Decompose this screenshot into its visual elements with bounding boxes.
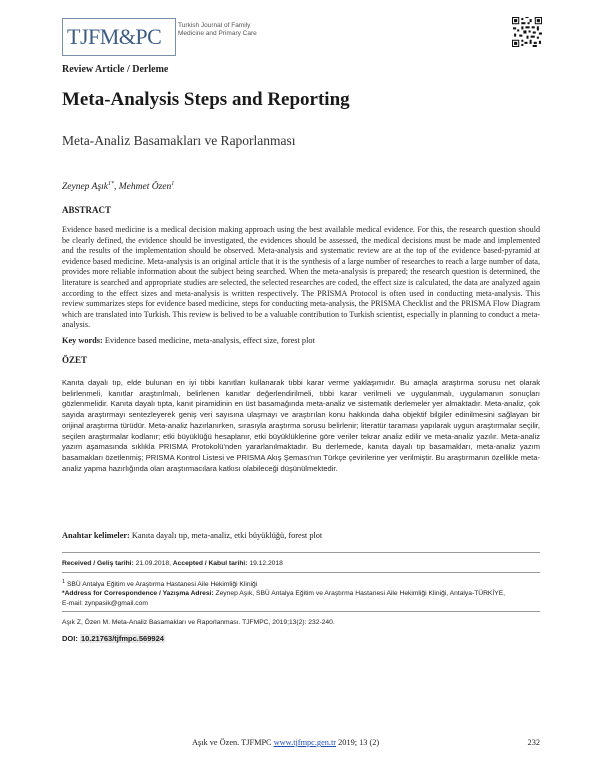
- doi: [62, 634, 165, 643]
- keywords-label: Key words:: [62, 336, 103, 345]
- article-subtitle: Meta-Analiz Basamakları ve Raporlanması: [62, 133, 296, 148]
- received-date: 21.09.2018,: [135, 560, 171, 567]
- abstract-heading: ABSTRACT: [62, 205, 112, 215]
- accepted-label: Accepted / Kabul tarihi:: [172, 560, 248, 567]
- author-affiliation-mark: 1*: [108, 181, 114, 187]
- divider: [62, 611, 540, 612]
- authors: Zeynep Aşık$^{1*}$, Mehmet Özen$^1$: [62, 181, 175, 193]
- email: E-mail: zynpasik@gmail.com: [62, 599, 148, 607]
- footer-citation: [192, 738, 379, 747]
- logo-frame: [62, 18, 176, 56]
- journal-url-link[interactable]: www.tjfmpc.gen.tr: [273, 738, 337, 747]
- affiliation-mark: 1: [62, 579, 66, 585]
- affiliation: [62, 578, 540, 589]
- ozet-text: Kanıta dayalı tıp, elde bulunan en iyi tıbbi kanıtları kullanarak tıbbi karar verme yaklaşımıdır. Bu amaçla araştırma sorusu net olarak belirlenmeli, kanıtlar araştırılmalı, belirlenen kanıtlar değerlendirilmeli, tıbbi karar verilmeli ve uygulanmalı, uygulamanın sonuçları gözlenmelidir. Kanıta dayalı tıpta, kanıt piramidinin en üst basamağında meta-analiz ve sistematik derlemeler yer almaktadır. Meta-analiz, çok sayıda araştırmayı sentezleyerek geniş veri sayısına ulaşmayı ve araştırılan konu hakkında daha objektif bilgiler edinilmesini sağlayan bir orijinal araştırma türüdür. Meta-analiz hazırlanırken, sırasıyla araştırma sorusu belirlenir; literatür taraması yapılarak uygun araştırmalar seçilir, seçilen araştırmalar kodlanır; etki büyüklüğü hesaplanır, etki büyüklüklerine göre veriler tekrar analiz edilir ve meta-analiz yazılır. Meta-analiz yazım aşamasında sıklıkla PRISMA Protokolü'nden yararlanılmaktadır. Bu derlemede, kanıta dayalı tıp basamakları, meta-analiz yazım basamakları özetlenmiş; PRISMA Kontrol Listesi ve PRISMA Akış Şeması'nın Türkçe çevirilerine yer verilmiştir. Bu araştırmanın özellikle meta-analiz yapma hazırlığında olan araştırmacılara katkısı olabileceği düşünülmektedir.: [62, 378, 540, 473]
- accepted-date: 19.12.2018: [249, 560, 283, 567]
- correspondence: [62, 589, 540, 598]
- anahtar-kelimeler: [62, 531, 540, 540]
- qr-code-icon: [512, 17, 542, 47]
- correspondence-text: Zeynep Aşık, SBÜ Antalya Eğitim ve Araştırma Hastanesi Aile Hekimliği Kliniği, Antalya-TÜRKİYE,: [215, 590, 506, 598]
- correspondence-label: *Address for Correspondence / Yazışma Adresi:: [62, 590, 214, 598]
- doi-link[interactable]: 10.21763/tjfmpc.569924: [80, 634, 164, 643]
- divider: [62, 572, 540, 573]
- author-name: Mehmet Özen: [118, 182, 172, 193]
- anahtar-kelimeler-label: Anahtar kelimeler:: [62, 531, 130, 540]
- article-title: Meta-Analysis Steps and Reporting: [62, 89, 350, 110]
- author-name: Zeynep Aşık: [62, 182, 108, 193]
- page-number: 232: [527, 738, 540, 747]
- dates: [62, 560, 283, 567]
- abstract-text: Evidence based medicine is a medical decision making approach using the best available medical evidence. For this, the research question should be clearly defined, the evidence should be investigated, the evidences should be assessed, the medical decisions must be made and implemented and the results of the implementation should be observed. Meta-analysis and systematic review are at the top of the evidence based-pyramid at evidence based medicine. Meta-analysis is an original article that it is the synthesis of a large number of researches to reach a large number of data, provides more reliable information about the subject being searched. When the meta-analysis is prepared; the research question is determined, the literature is searched and appropriate studies are selected, the selected researches are coded, the effect size is calculated, the data are analyzed again according to the effect sizes and meta-analysis is written respectively. The PRISMA Protocol is often used in conducting meta-analysis. This review summarizes steps for evidence based medicine, steps for conducting meta-analysis, the PRISMA Checklist and the PRISMA Flow Diagram which are translated into Turkish. This review is belived to be a valuable contribution to Turkish scientist, especially in planning to conduct a meta-analysis.: [62, 225, 540, 330]
- article-type: Review Article / Derleme: [62, 64, 169, 75]
- divider: [62, 552, 540, 553]
- footer-issue: 2019; 13 (2): [338, 738, 380, 747]
- affiliation-text: SBÜ Antalya Eğitim ve Araştırma Hastanesi Aile Hekimliği Kliniği: [66, 581, 258, 589]
- citation: Aşık Z, Özen M. Meta-Analiz Basamakları ve Raporlanması. TJFMPC, 2019;13(2): 232-240.: [62, 619, 335, 626]
- author-affiliation-mark: 1: [171, 181, 175, 187]
- logo-subtitle: Turkish Journal of Family Medicine and Primary Care: [178, 22, 257, 37]
- footer-authors: Aşık ve Özen. TJFMPC: [192, 738, 272, 747]
- doi-label: DOI:: [62, 634, 78, 643]
- logo-text: TJFM&PC: [67, 24, 162, 49]
- affiliation-block: [62, 578, 540, 608]
- anahtar-kelimeler-value: Kanıta dayalı tıp, meta-analiz, etki büyüklüğü, forest plot: [131, 531, 323, 540]
- keywords: [62, 336, 540, 345]
- journal-logo: [62, 18, 257, 56]
- ozet-heading: ÖZET: [62, 355, 88, 365]
- keywords-value: Evidence based medicine, meta-analysis, effect size, forest plot: [104, 336, 315, 345]
- received-label: Received / Geliş tarihi:: [62, 560, 134, 567]
